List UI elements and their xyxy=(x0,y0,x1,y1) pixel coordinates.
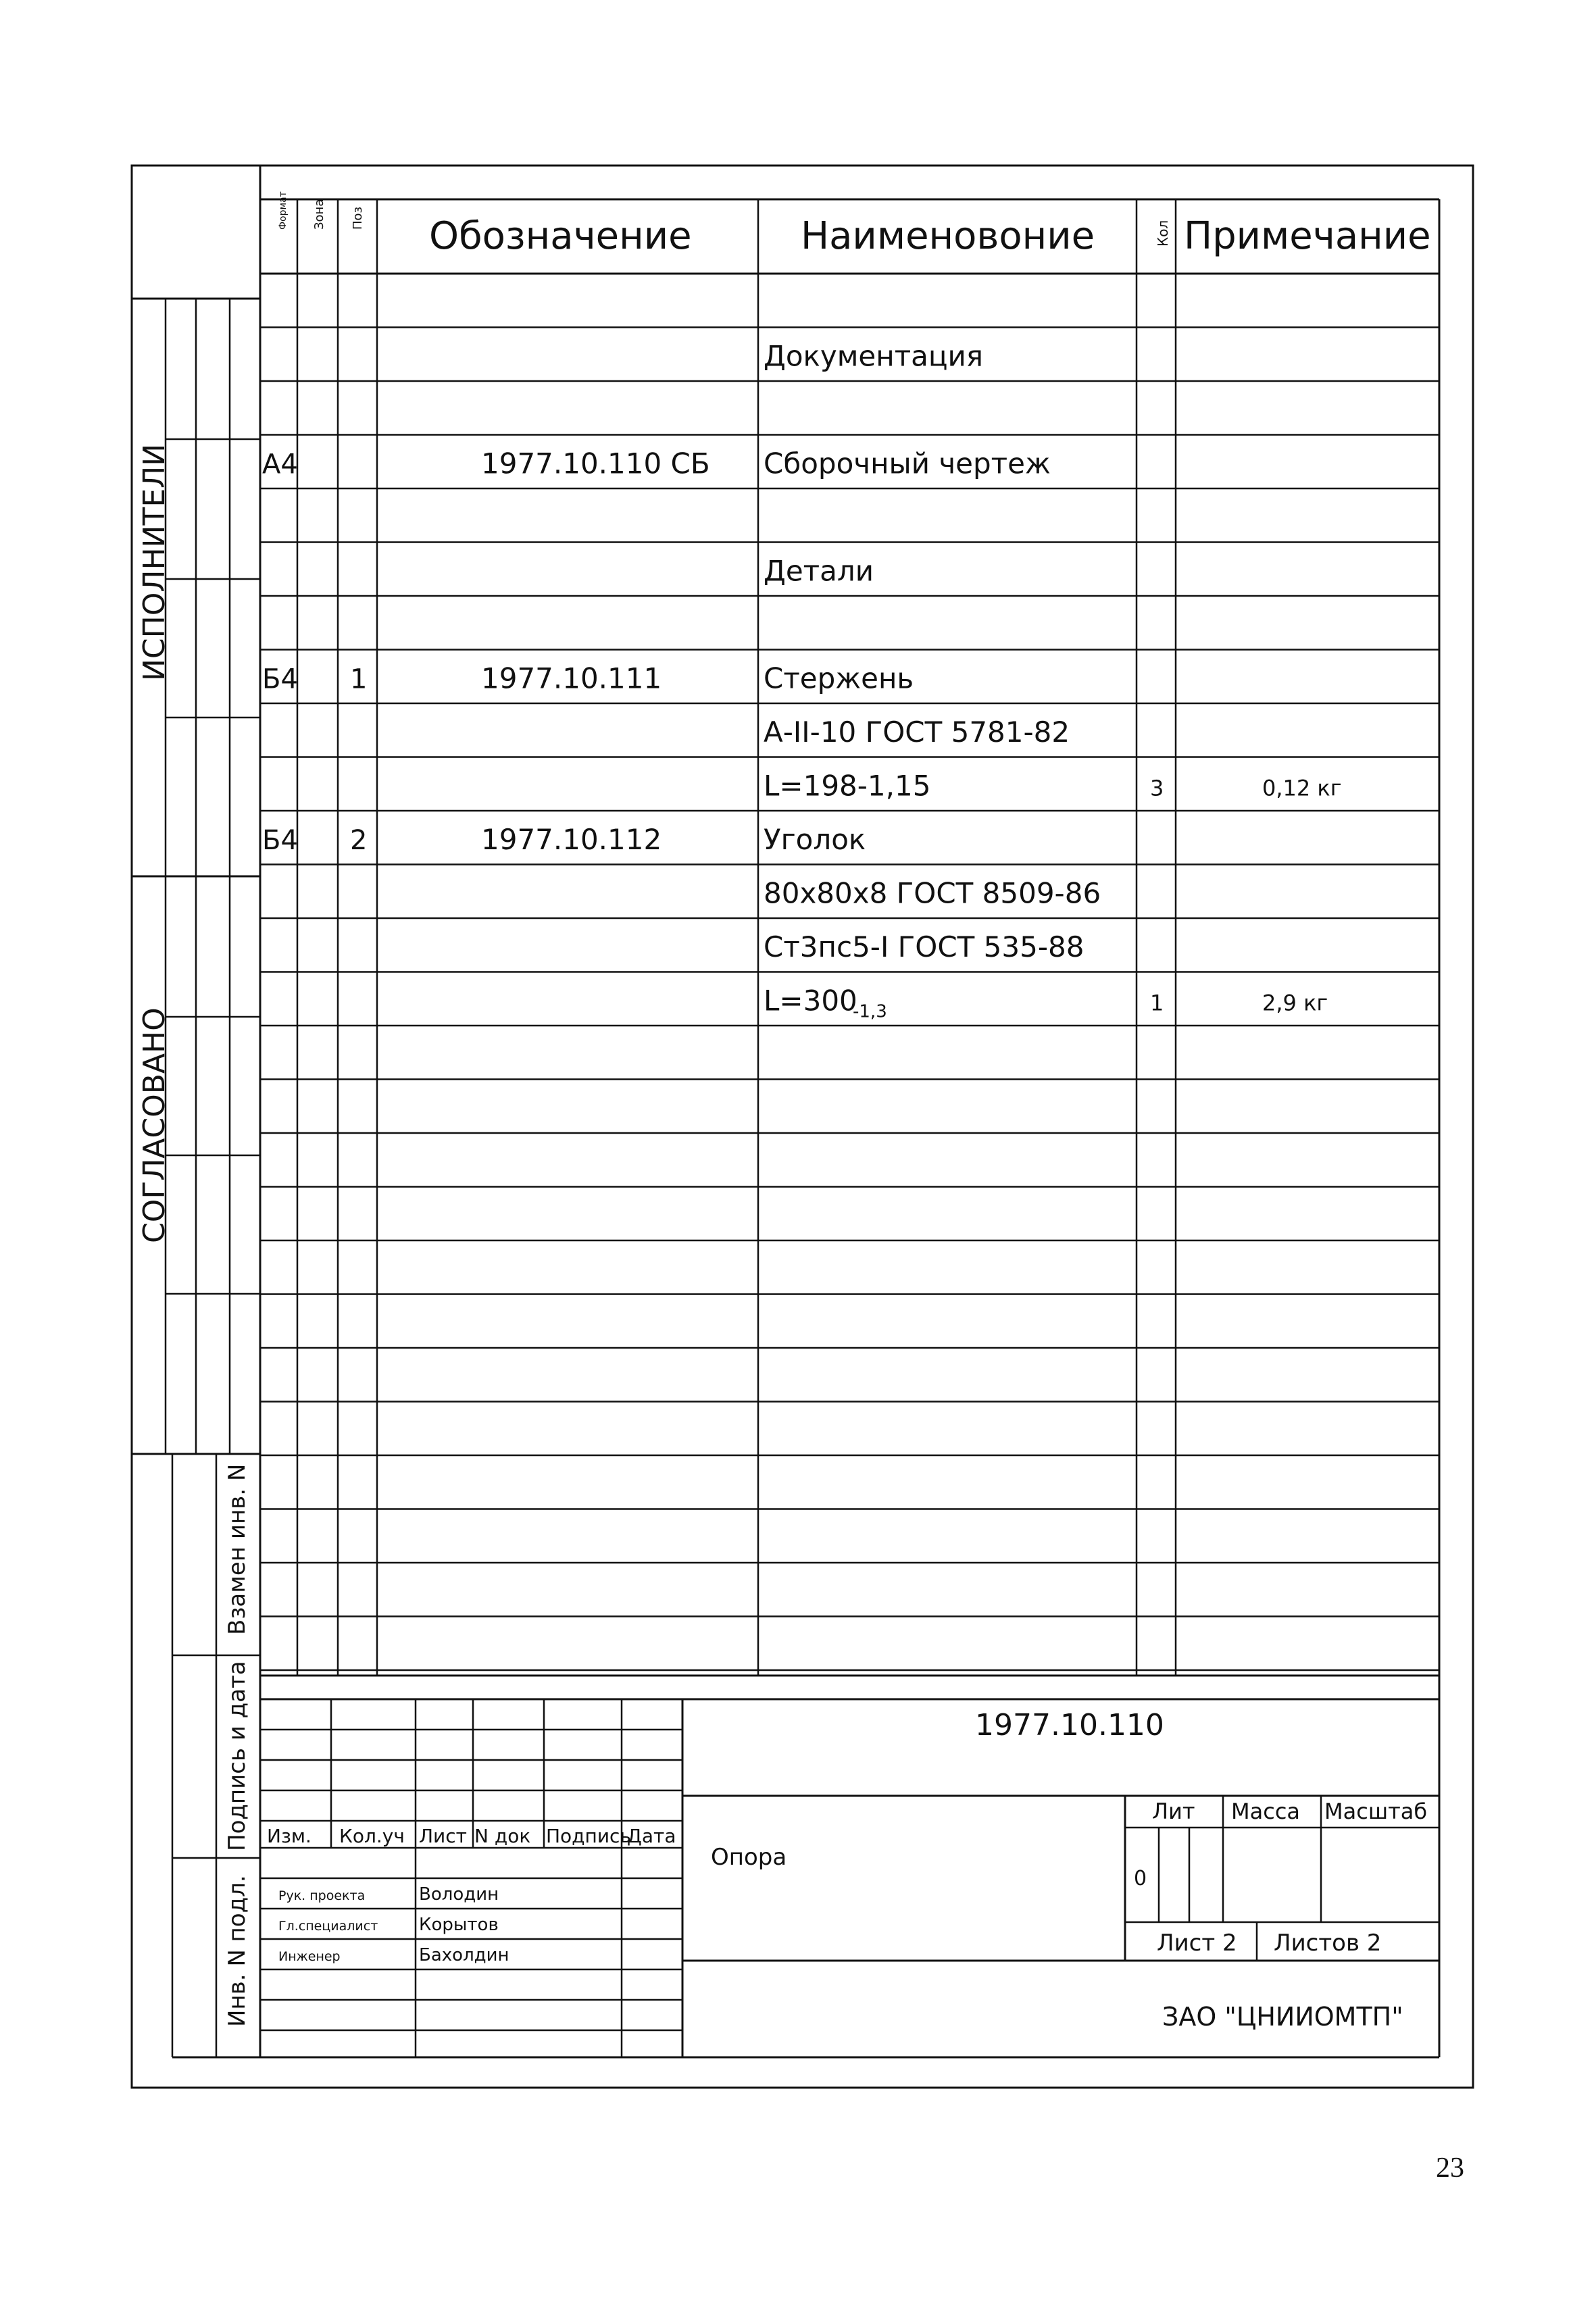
row-designation: 1977.10.110 СБ xyxy=(481,447,710,480)
agreed-label: СОГЛАСОВАНО xyxy=(137,1007,172,1243)
row-note: 0,12 кг xyxy=(1262,775,1342,801)
header-pos: Поз xyxy=(351,206,365,230)
header-format: Формат xyxy=(278,191,289,230)
spec-row xyxy=(764,555,874,588)
row-name: L=198-1,15 xyxy=(764,769,931,803)
header-zone: Зона xyxy=(312,199,326,230)
spec-row xyxy=(764,715,1070,749)
row-name: Стержень xyxy=(764,661,914,695)
title-block-people xyxy=(278,1884,509,1965)
replace-inv-label: Взамен инв. N xyxy=(224,1463,251,1635)
spec-row xyxy=(262,662,914,695)
mass-label: Масса xyxy=(1231,1799,1301,1824)
row-name: А-II-10 ГОСТ 5781-82 xyxy=(764,715,1070,749)
title-block-column-label: N док xyxy=(474,1825,531,1847)
lit-label: Лит xyxy=(1152,1799,1195,1824)
row-name-tolerance: -1,3 xyxy=(853,1001,887,1022)
row-name: Детали xyxy=(764,554,874,588)
spec-row xyxy=(262,823,866,856)
header-name: Наименовоние xyxy=(801,214,1095,258)
row-name: Сборочный чертеж xyxy=(764,447,1051,480)
lit-value: 0 xyxy=(1134,1867,1147,1890)
signer-role: Рук. проекта xyxy=(278,1888,366,1903)
spec-rows xyxy=(262,340,1342,1022)
row-name: Документация xyxy=(764,339,984,373)
doc-number: 1977.10.110 xyxy=(975,1708,1164,1742)
org-name: ЗАО "ЦНИИОМТП" xyxy=(1162,2002,1403,2032)
signer-role: Гл.специалист xyxy=(278,1919,378,1934)
row-format: Б4 xyxy=(262,825,298,857)
signer-name: Бахолдин xyxy=(419,1945,509,1965)
title-block-column-label: Изм. xyxy=(267,1825,311,1847)
part-name: Опора xyxy=(711,1844,787,1871)
row-name: Уголок xyxy=(764,823,866,857)
title-block-column-label: Дата xyxy=(627,1825,676,1847)
title-block-column-label: Кол.уч xyxy=(339,1825,405,1847)
title-block-column-label: Лист xyxy=(419,1825,467,1847)
row-designation: 1977.10.111 xyxy=(481,661,662,695)
sheets-label: Листов 2 xyxy=(1274,1930,1382,1957)
title-block-signature-grid xyxy=(260,1699,682,2057)
title-block-column-label: Подпись xyxy=(546,1825,631,1847)
row-position: 2 xyxy=(350,825,368,857)
spec-row xyxy=(764,877,1101,910)
signer-name: Володин xyxy=(419,1884,499,1905)
row-quantity: 3 xyxy=(1150,775,1164,801)
spec-row xyxy=(764,340,983,373)
signer-role: Инженер xyxy=(278,1949,341,1964)
row-designation: 1977.10.112 xyxy=(481,823,662,857)
row-format: А4 xyxy=(262,449,298,480)
sheet-label: Лист 2 xyxy=(1157,1930,1237,1957)
row-name: 80x80x8 ГОСТ 8509-86 xyxy=(764,876,1101,910)
row-quantity: 1 xyxy=(1150,990,1164,1016)
row-name: L=300 xyxy=(764,984,857,1017)
spec-row xyxy=(764,770,1342,803)
inv-orig-label: Инв. N подл. xyxy=(224,1875,251,2027)
signer-name: Корытов xyxy=(419,1915,499,1935)
performers-label: ИСПОЛНИТЕЛИ xyxy=(137,443,172,681)
header-designation: Обозначение xyxy=(429,214,692,258)
header-qty: Кол xyxy=(1155,220,1171,247)
row-format: Б4 xyxy=(262,663,298,695)
scale-label: Масштаб xyxy=(1324,1799,1428,1824)
spec-row xyxy=(764,984,1328,1022)
spec-row xyxy=(764,930,1084,963)
spec-row xyxy=(262,447,1051,480)
row-name: Ст3пс5-I ГОСТ 535-88 xyxy=(764,930,1084,964)
title-block-columns xyxy=(267,1825,676,1847)
spec-header xyxy=(278,191,1431,258)
sign-date-label: Подпись и дата xyxy=(224,1661,251,1851)
row-position: 1 xyxy=(350,663,368,695)
row-note: 2,9 кг xyxy=(1262,990,1328,1016)
page-number: 23 xyxy=(1436,2153,1464,2184)
header-note: Примечание xyxy=(1184,214,1431,258)
